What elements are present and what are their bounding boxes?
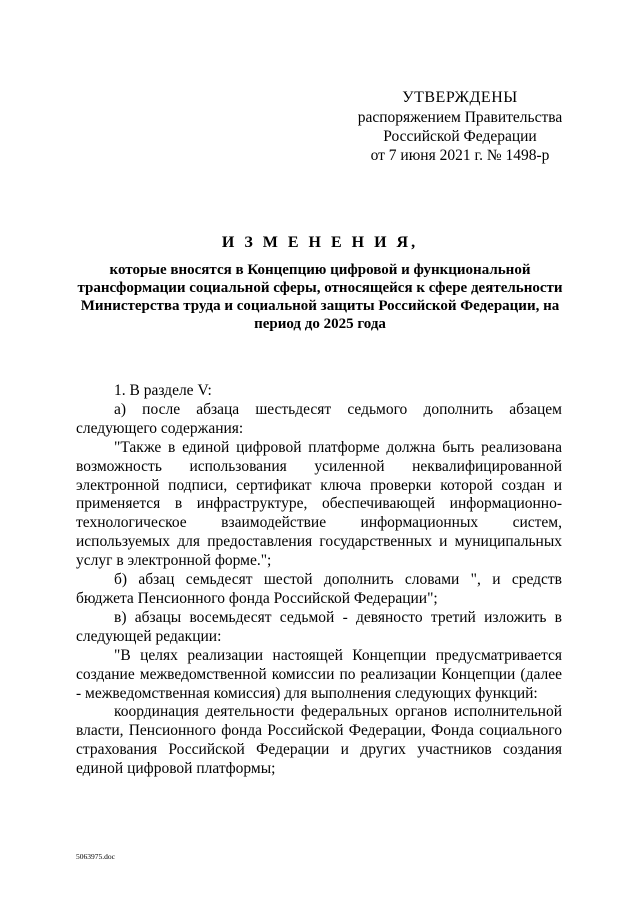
paragraph-item-a: а) после абзаца шестьдесят седьмого дополнить абзацем следующего содержания: — [76, 400, 562, 437]
approval-stamp: УТВЕРЖДЕНЫ — [402, 89, 518, 106]
paragraph-quote-commission: "В целях реализации настоящей Концепции предусматривается создание межведомственной комиссии по реализации Концепции (далее - межведомственная комиссия) для выполнения следующих функций: — [76, 646, 562, 702]
approval-line-1: распоряжением Правительства — [357, 109, 563, 126]
document-body — [76, 382, 562, 779]
paragraph-item-b: б) абзац семьдесят шестой дополнить словами ", и средств бюджета Пенсионного фонда Российской Федерации"; — [76, 571, 562, 607]
approval-block — [340, 88, 580, 165]
approval-line-2: Российской Федерации — [383, 128, 537, 145]
document-title: И З М Е Н Е Н И Я, — [221, 234, 419, 251]
paragraph-section-v: 1. В разделе V: — [114, 382, 212, 399]
document-code: 5063975.doc — [76, 852, 115, 861]
document-heading — [70, 234, 570, 333]
paragraph-coordination: координация деятельности федеральных органов исполнительной власти, Пенсионного фонда Российской Федерации, Фонда социального страхования Российской Федерации и других участников создания единой цифровой платформы; — [76, 703, 562, 778]
paragraph-quote-platform: "Также в единой цифровой платформе должна быть реализована возможность использования усиленной неквалифицированной электронной подписи, сертификат ключа проверки которой создан и применяется в инфраструктуре, обеспечивающей информационно-технологическое взаимодействие информационных систем, используемых для предоставления государственных и муниципальных услуг в электронной форме."; — [76, 438, 562, 570]
paragraph-item-v: в) абзацы восемьдесят седьмой - девяносто третий изложить в следующей редакции: — [76, 608, 562, 645]
approval-line-3: от 7 июня 2021 г. № 1498-р — [370, 147, 550, 164]
document-subtitle: которые вносятся в Концепцию цифровой и функциональной трансформации социальной сферы, относящейся к сфере деятельности Министерства труда и социальной защиты Российской Федерации, на период до 2025 года — [77, 262, 563, 332]
